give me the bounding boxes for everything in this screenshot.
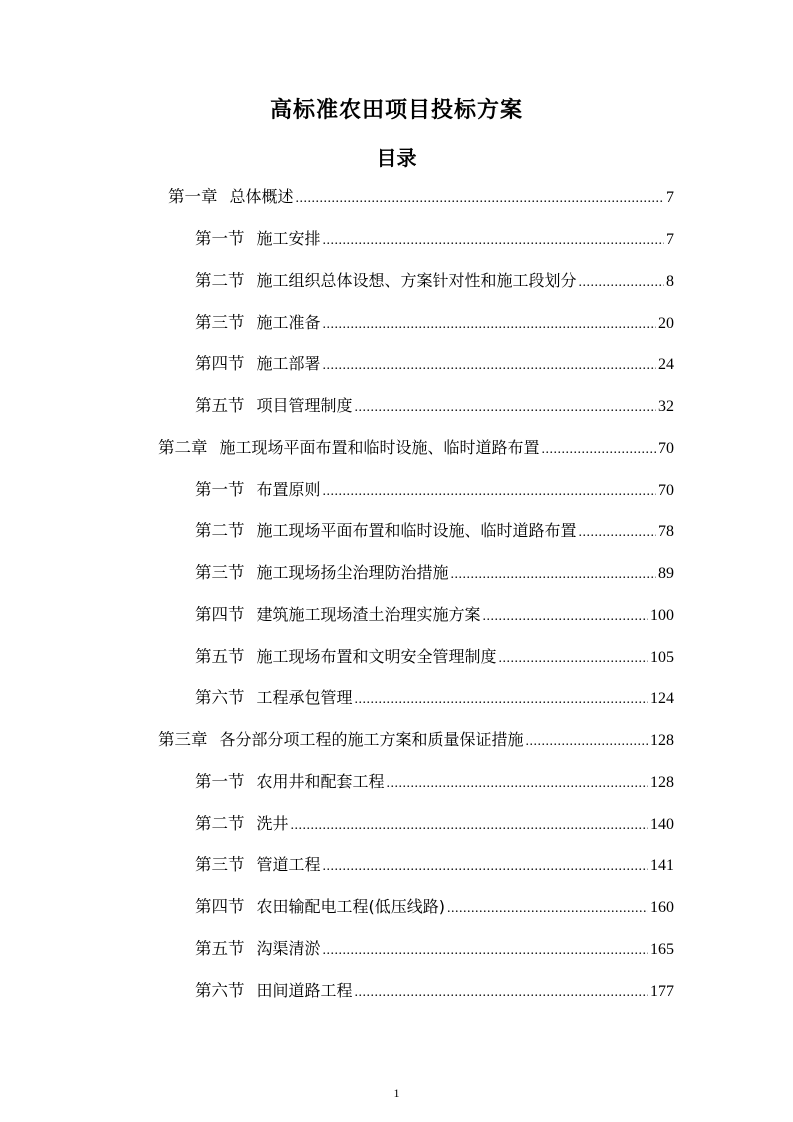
toc-entry-chapter-3[interactable] xyxy=(158,727,674,755)
toc-entry-title: 沟渠清淤 xyxy=(256,939,321,958)
toc-entry-page: 128 xyxy=(650,774,674,791)
toc-leader-dots xyxy=(323,312,656,338)
toc-entry-page: 32 xyxy=(658,398,674,415)
toc-entry-number: 第二节 xyxy=(195,814,245,833)
page-number: 1 xyxy=(393,1086,400,1100)
toc-entry-number: 第一节 xyxy=(195,480,245,499)
toc-entry-title: 洗井 xyxy=(256,814,289,833)
toc-entry-number: 第一节 xyxy=(195,229,245,248)
toc-leader-dots xyxy=(526,729,648,755)
toc-entry-title: 工程承包管理 xyxy=(256,688,353,707)
toc-entry-number: 第二节 xyxy=(195,521,245,540)
toc-entry-title: 施工组织总体设想、方案针对性和施工段划分 xyxy=(256,271,577,290)
toc-leader-dots xyxy=(355,687,648,713)
toc-entry-section[interactable] xyxy=(195,852,674,880)
toc-entry-page: 70 xyxy=(658,440,674,457)
toc-entry-title: 施工安排 xyxy=(256,229,321,248)
toc-entry-page: 124 xyxy=(650,690,674,707)
toc-leader-dots xyxy=(542,437,656,463)
toc-entry-page: 128 xyxy=(650,732,674,749)
toc-entry-page: 8 xyxy=(666,273,674,290)
toc-entry-number: 第三节 xyxy=(195,313,245,332)
toc-leader-dots xyxy=(323,479,656,505)
toc-entry-section[interactable] xyxy=(195,936,674,964)
toc-entry-page: 100 xyxy=(650,607,674,624)
toc-entry-title: 田间道路工程 xyxy=(256,981,353,1000)
toc-entry-page: 141 xyxy=(650,857,674,874)
toc-entry-section[interactable] xyxy=(195,644,674,672)
toc-entry-number: 第四节 xyxy=(195,605,245,624)
toc-entry-title: 总体概述 xyxy=(229,187,294,206)
toc-entry-title: 布置原则 xyxy=(256,480,321,499)
toc-entry-chapter-1[interactable] xyxy=(168,184,674,212)
toc-entry-section[interactable] xyxy=(195,978,674,1006)
toc-leader-dots xyxy=(579,270,664,296)
toc-entry-section[interactable] xyxy=(195,393,674,421)
toc-entry-number: 第一节 xyxy=(195,772,245,791)
toc-entry-number: 第五节 xyxy=(195,396,245,415)
toc-leader-dots xyxy=(579,520,656,546)
toc-entry-page: 165 xyxy=(650,941,674,958)
toc-entry-page: 177 xyxy=(650,983,674,1000)
toc-entry-number: 第一章 xyxy=(168,187,218,206)
toc-entry-title: 各分部分项工程的施工方案和质量保证措施 xyxy=(219,730,524,749)
document-title: 高标准农田项目投标方案 xyxy=(269,98,523,123)
toc-leader-dots xyxy=(447,896,648,922)
toc-entry-page: 78 xyxy=(658,523,674,540)
toc-entry-section[interactable] xyxy=(195,894,674,922)
toc-entry-title: 建筑施工现场渣土治理实施方案 xyxy=(256,605,481,624)
toc-leader-dots xyxy=(323,854,648,880)
toc-entry-number: 第三节 xyxy=(195,563,245,582)
toc-entry-title: 施工现场平面布置和临时设施、临时道路布置 xyxy=(219,438,540,457)
toc-entry-page: 70 xyxy=(658,482,674,499)
toc-leader-dots xyxy=(323,228,664,254)
toc-entry-title: 施工现场布置和文明安全管理制度 xyxy=(256,647,497,666)
toc-entry-section[interactable] xyxy=(195,518,674,546)
toc-heading: 目录 xyxy=(376,146,417,170)
toc-leader-dots xyxy=(355,980,648,1006)
toc-entry-section[interactable] xyxy=(195,268,674,296)
toc-entry-page: 7 xyxy=(666,189,674,206)
toc-entry-section[interactable] xyxy=(195,560,674,588)
toc-leader-dots xyxy=(499,646,648,672)
toc-entry-page: 24 xyxy=(658,356,674,373)
toc-entry-number: 第三章 xyxy=(158,730,208,749)
toc-entry-section[interactable] xyxy=(195,685,674,713)
toc-entry-number: 第四节 xyxy=(195,897,245,916)
toc-entry-title: 施工部署 xyxy=(256,354,321,373)
toc-leader-dots xyxy=(296,186,664,212)
toc-entry-page: 7 xyxy=(666,231,674,248)
toc-entry-number: 第六节 xyxy=(195,981,245,1000)
toc-entry-section[interactable] xyxy=(195,602,674,630)
toc-entry-number: 第二节 xyxy=(195,271,245,290)
toc-entry-page: 89 xyxy=(658,565,674,582)
toc-entry-section[interactable] xyxy=(195,811,674,839)
toc-entry-title: 施工准备 xyxy=(256,313,321,332)
toc-entry-page: 105 xyxy=(650,649,674,666)
toc-entry-number: 第三节 xyxy=(195,855,245,874)
toc-entry-title: 农田输配电工程(低压线路) xyxy=(256,897,445,916)
toc-leader-dots xyxy=(291,813,648,839)
toc-entry-title: 管道工程 xyxy=(256,855,321,874)
toc-entry-number: 第五节 xyxy=(195,939,245,958)
toc-entry-number: 第六节 xyxy=(195,688,245,707)
toc-entry-number: 第五节 xyxy=(195,647,245,666)
toc-entry-title: 施工现场扬尘治理防治措施 xyxy=(256,563,449,582)
toc-entry-section[interactable] xyxy=(195,310,674,338)
toc-entry-title: 施工现场平面布置和临时设施、临时道路布置 xyxy=(256,521,577,540)
toc-entry-title: 农用井和配套工程 xyxy=(256,772,385,791)
toc-entry-number: 第四节 xyxy=(195,354,245,373)
toc-leader-dots xyxy=(323,938,648,964)
toc-entry-page: 160 xyxy=(650,899,674,916)
toc-entry-title: 项目管理制度 xyxy=(256,396,353,415)
toc-entry-chapter-2[interactable] xyxy=(158,435,674,463)
toc-leader-dots xyxy=(323,353,656,379)
toc-entry-section[interactable] xyxy=(195,226,674,254)
toc-entry-section[interactable] xyxy=(195,477,674,505)
toc-leader-dots xyxy=(355,395,656,421)
toc-entry-page: 20 xyxy=(658,315,674,332)
toc-leader-dots xyxy=(387,771,648,797)
toc-entry-section[interactable] xyxy=(195,769,674,797)
toc-entry-number: 第二章 xyxy=(158,438,208,457)
toc-leader-dots xyxy=(483,604,648,630)
toc-entry-section[interactable] xyxy=(195,351,674,379)
toc-leader-dots xyxy=(451,562,656,588)
toc-entry-page: 140 xyxy=(650,816,674,833)
